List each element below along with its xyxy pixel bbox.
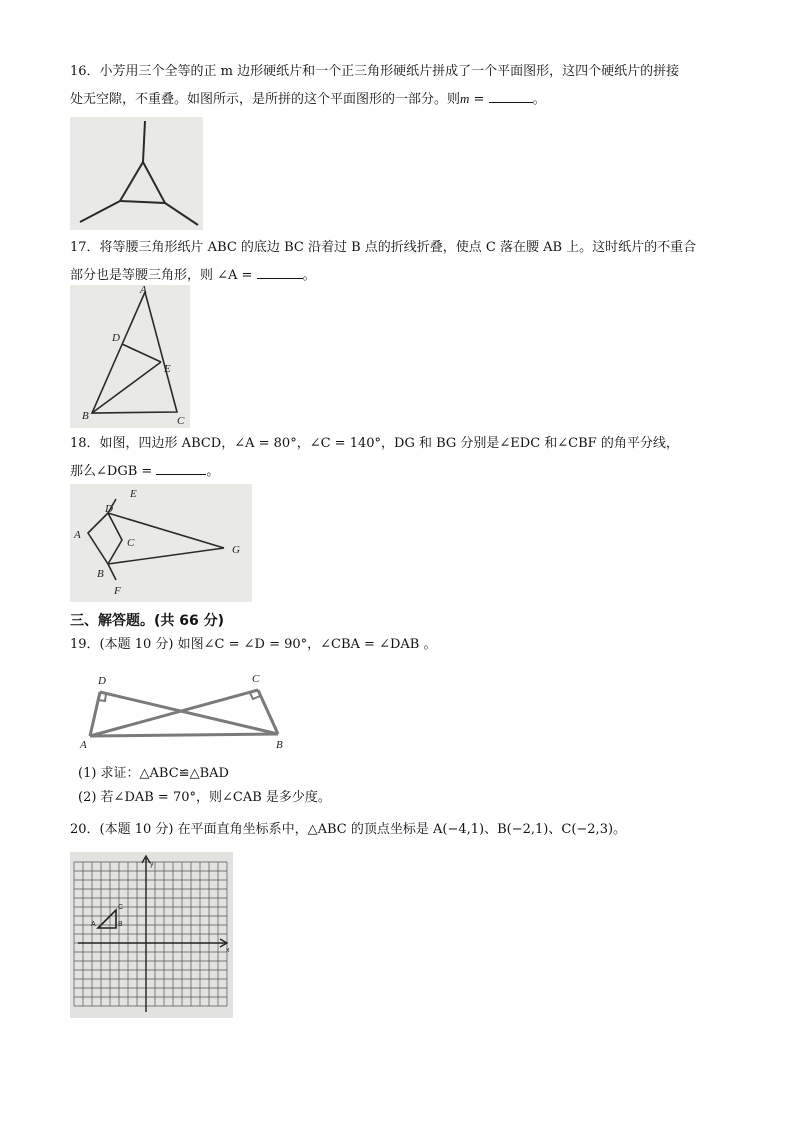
q19-label-d: D xyxy=(98,675,106,687)
q16-edge-top xyxy=(143,121,145,162)
q18-end: 。 xyxy=(206,464,220,479)
q18-quadrilateral-abcd xyxy=(88,513,122,564)
q19-line1: 19．(本题 10 分) 如图∠C = ∠D = 90°，∠CBA = ∠DAB 。 xyxy=(70,637,437,652)
q17-line2-text: 部分也是等腰三角形，则 ∠A = xyxy=(70,268,257,283)
q18-label-b: B xyxy=(97,568,104,580)
q16-figure-svg xyxy=(70,117,203,230)
q19-figure-svg xyxy=(78,662,292,750)
q17-label-d: D xyxy=(112,332,120,344)
q16-line2-text: 处无空隙，不重叠。如图所示，是所拼的这个平面图形的一部分。则 xyxy=(70,92,461,107)
q18-label-f: F xyxy=(114,585,121,597)
q18-line1: 18．如图，四边形 ABCD，∠A = 80°，∠C = 140°，DG 和 BG 分别是∠EDC 和∠CBF 的角平分线， xyxy=(70,436,679,451)
q19-label-c: C xyxy=(252,673,260,685)
q20-label-y: y xyxy=(150,861,154,868)
q16-figure-triangle-pieces xyxy=(70,117,203,230)
q20-label-x: x xyxy=(226,947,230,954)
q20-figure-coordinate-grid xyxy=(70,852,233,1018)
q17-line2 xyxy=(70,266,316,284)
q18-bisector-dg xyxy=(108,513,224,548)
q17-line1: 17．将等腰三角形纸片 ABC 的底边 BC 沿着过 B 点的折线折叠，使点 C 落在腰 AB 上。这时纸片的不重合 xyxy=(70,240,697,255)
q18-line2 xyxy=(70,462,219,480)
q18-figure-svg xyxy=(70,484,252,602)
q16-edge-right xyxy=(165,203,198,225)
q16-equilateral-triangle xyxy=(120,162,165,203)
q18-label-g: G xyxy=(232,544,240,556)
q19-segment-da xyxy=(90,692,100,736)
q17-figure-svg xyxy=(70,285,190,428)
q18-label-d: D xyxy=(105,503,113,515)
q17-segment-de xyxy=(122,344,161,362)
section-3-heading: 三、解答题。(共 66 分) xyxy=(70,613,225,629)
q18-label-c: C xyxy=(127,537,135,549)
q19-segment-ab xyxy=(90,734,278,736)
q16-end: 。 xyxy=(532,92,546,107)
q19-part2: (2) 若∠DAB = 70°，则∠CAB 是多少度。 xyxy=(78,790,331,805)
q18-ray-bf xyxy=(108,564,116,580)
q19-label-b: B xyxy=(276,739,283,750)
q19-segment-cb xyxy=(258,690,278,734)
q18-bisector-bg xyxy=(108,548,224,564)
q17-triangle-abc xyxy=(92,292,177,413)
q16-eq: = xyxy=(469,92,489,107)
q16-answer-blank[interactable] xyxy=(489,90,533,103)
q17-label-a: A xyxy=(140,285,147,296)
q20-label-a: A xyxy=(91,921,96,928)
q17-figure-folded-triangle xyxy=(70,285,190,428)
q20-line1: 20．(本题 10 分) 在平面直角坐标系中，△ABC 的顶点坐标是 A(−4,1)、B(−2,1)、C(−2,3)。 xyxy=(70,822,627,837)
q18-label-e: E xyxy=(130,488,137,500)
q18-figure-quadrilateral xyxy=(70,484,252,602)
q20-label-b: B xyxy=(118,921,123,928)
q19-part1: (1) 求证：△ABC≌△BAD xyxy=(78,766,229,781)
q18-label-a: A xyxy=(74,529,81,541)
q18-line2-text: 那么∠DGB = xyxy=(70,464,157,479)
q17-label-c: C xyxy=(177,415,185,427)
q17-label-e: E xyxy=(164,363,171,375)
q19-figure-two-right-triangles xyxy=(78,662,292,750)
q19-label-a: A xyxy=(80,739,87,750)
q20-grid-lines xyxy=(74,862,227,1006)
q17-answer-blank[interactable] xyxy=(257,266,303,279)
q16-edge-left xyxy=(80,201,120,222)
q20-label-c: C xyxy=(118,904,124,911)
q16-line2 xyxy=(70,90,546,108)
q20-figure-svg xyxy=(70,852,233,1018)
q18-answer-blank[interactable] xyxy=(156,462,206,475)
q17-end: 。 xyxy=(302,268,316,283)
q17-label-b: B xyxy=(82,410,89,422)
q16-var-m: m xyxy=(460,91,470,106)
q19-segment-db xyxy=(100,692,278,734)
q16-line1: 16．小芳用三个全等的正 m 边形硬纸片和一个正三角形硬纸片拼成了一个平面图形，这四个硬纸片的拼接 xyxy=(70,64,680,79)
